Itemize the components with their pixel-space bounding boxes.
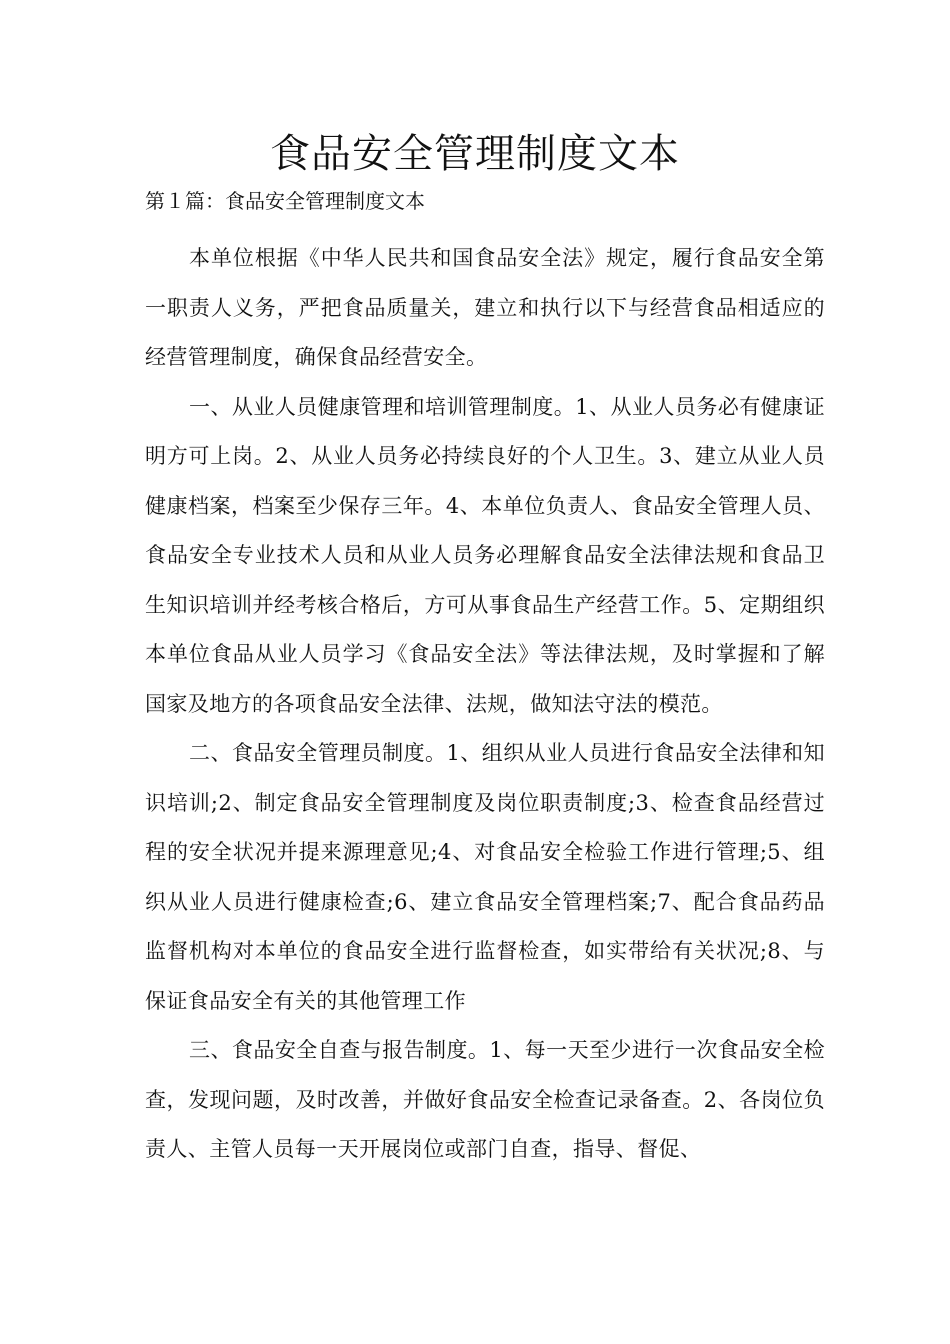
paragraph-section-1: 一、从业人员健康管理和培训管理制度。1、从业人员务必有健康证明方可上岗。2、从业人员务必持续良好的个人卫生。3、建立从业人员健康档案，档案至少保存三年。4、本单位负责人、食品安全管理人员、食品安全专业技术人员和从业人员务必理解食品安全法律法规和食品卫生知识培训并经考核合格后，方可从事食品生产经营工作。5、定期组织本单位食品从业人员学习《食品安全法》等法律法规，及时掌握和了解国家及地方的各项食品安全法律、法规，做知法守法的模范。 <box>145 394 825 716</box>
document-title: 食品安全管理制度文本 <box>270 131 680 177</box>
paragraph-section-2: 二、食品安全管理员制度。1、组织从业人员进行食品安全法律和知识培训;2、制定食品安全管理制度及岗位职责制度;3、检查食品经营过程的安全状况并提来源理意见;4、对食品安全检验工作进行管理;5、组织从业人员进行健康检查;6、建立食品安全管理档案;7、配合食品药品监督机构对本单位的食品安全进行监督检查，如实带给有关状况;8、与保证食品安全有关的其他管理工作 <box>145 741 825 1013</box>
document-body <box>145 234 825 1175</box>
paragraph-section-3: 三、食品安全自查与报告制度。1、每一天至少进行一次食品安全检查，发现问题，及时改善，并做好食品安全检查记录备查。2、各岗位负责人、主管人员每一天开展岗位或部门自查，指导、督促、 <box>145 1038 825 1161</box>
section-heading: 第１篇：食品安全管理制度文本 <box>145 189 425 213</box>
paragraph-intro: 本单位根据《中华人民共和国食品安全法》规定，履行食品安全第一职责人义务，严把食品质量关，建立和执行以下与经营食品相适应的经营管理制度，确保食品经营安全。 <box>145 246 825 369</box>
